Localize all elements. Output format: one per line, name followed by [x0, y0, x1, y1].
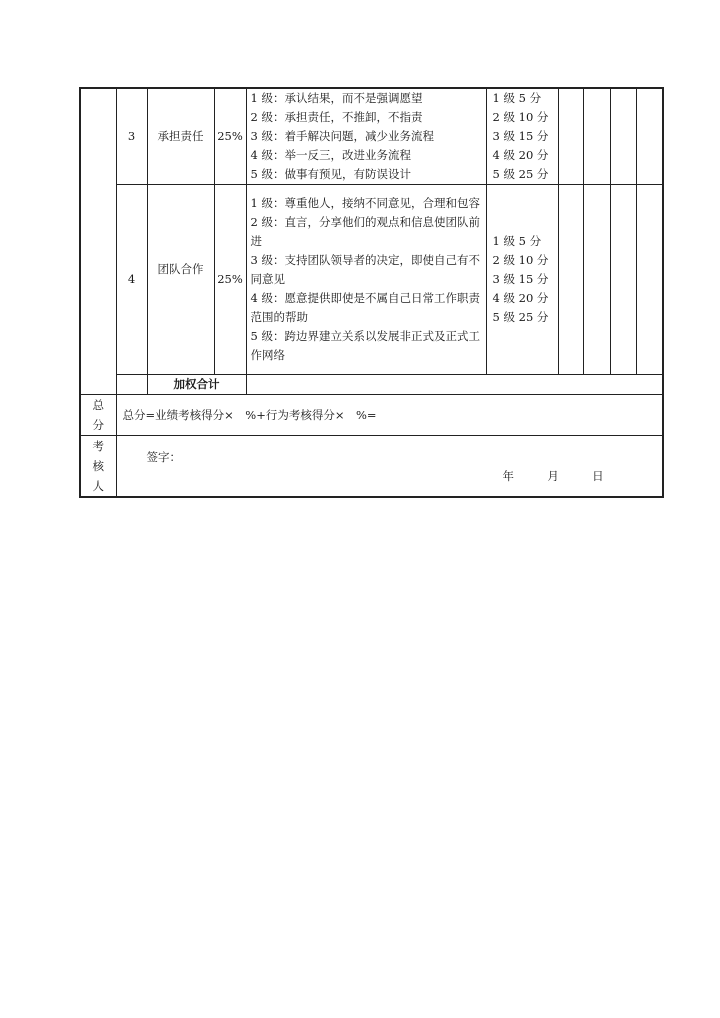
score-text: 2 级 10 分 — [492, 110, 549, 124]
weighted-total-row — [80, 375, 663, 395]
level-text: 2 级：承担责任，不推卸，不指责 — [250, 110, 423, 124]
score-text: 4 级 20 分 — [492, 148, 549, 162]
blank-cell — [610, 88, 636, 185]
score-text: 5 级 25 分 — [492, 310, 549, 324]
blank-cell — [636, 185, 663, 375]
assessor-label: 考 核 人 — [80, 436, 116, 498]
level-text: 1 级：承认结果，而不是强调愿望 — [250, 91, 423, 105]
level-text: 3 级：支持团队领导者的决定，即使自己有不同意见 — [250, 253, 480, 286]
table-row — [80, 88, 663, 185]
score-text: 3 级 15 分 — [492, 272, 549, 286]
table-row — [80, 185, 663, 375]
level-text: 1 级：尊重他人，接纳不同意见，合理和包容 — [250, 196, 480, 210]
level-scores — [486, 185, 558, 375]
blank-cell — [558, 185, 583, 375]
blank-cell — [610, 185, 636, 375]
date-line — [503, 467, 604, 486]
level-text: 2 级：直言，分享他们的观点和信息使团队前进 — [250, 215, 480, 248]
blank-cell — [583, 88, 610, 185]
assessor-signature-cell — [116, 436, 663, 498]
assessor-row — [80, 436, 663, 498]
score-text: 1 级 5 分 — [492, 234, 542, 248]
weighted-total-label: 加权合计 — [147, 375, 246, 395]
score-text: 2 级 10 分 — [492, 253, 549, 267]
row-number: 4 — [116, 185, 147, 375]
item-name: 团队合作 — [147, 185, 214, 375]
date-day: 日 — [592, 469, 604, 483]
score-text: 5 级 25 分 — [492, 167, 549, 181]
row-number: 3 — [116, 88, 147, 185]
level-text: 4 级：举一反三，改进业务流程 — [250, 148, 411, 162]
level-text: 3 级：着手解决问题，减少业务流程 — [250, 129, 434, 143]
blank-cell — [583, 185, 610, 375]
score-text: 4 级 20 分 — [492, 291, 549, 305]
date-year: 年 — [502, 469, 514, 483]
item-name: 承担责任 — [147, 88, 214, 185]
blank-cell — [636, 88, 663, 185]
level-descriptions — [246, 88, 486, 185]
total-label: 总 分 — [80, 395, 116, 436]
score-text: 1 级 5 分 — [492, 91, 542, 105]
level-text: 4 级：愿意提供即使是不属自己日常工作职责范围的帮助 — [250, 291, 480, 324]
level-text: 5 级：做事有预见，有防误设计 — [250, 167, 411, 181]
score-text: 3 级 15 分 — [492, 129, 549, 143]
category-cell — [80, 88, 116, 395]
item-weight: 25% — [214, 88, 246, 185]
weighted-total-value — [246, 375, 663, 395]
total-formula: 总分=业绩考核得分× %+行为考核得分× %= — [116, 395, 663, 436]
evaluation-table — [79, 87, 664, 498]
blank-cell — [558, 88, 583, 185]
level-text: 5 级：跨边界建立关系以发展非正式及正式工作网络 — [250, 329, 480, 362]
level-scores — [486, 88, 558, 185]
total-row — [80, 395, 663, 436]
blank-cell — [116, 375, 147, 395]
item-weight: 25% — [214, 185, 246, 375]
signature-label: 签字： — [146, 450, 181, 464]
date-month: 月 — [547, 469, 559, 483]
level-descriptions — [246, 185, 486, 375]
